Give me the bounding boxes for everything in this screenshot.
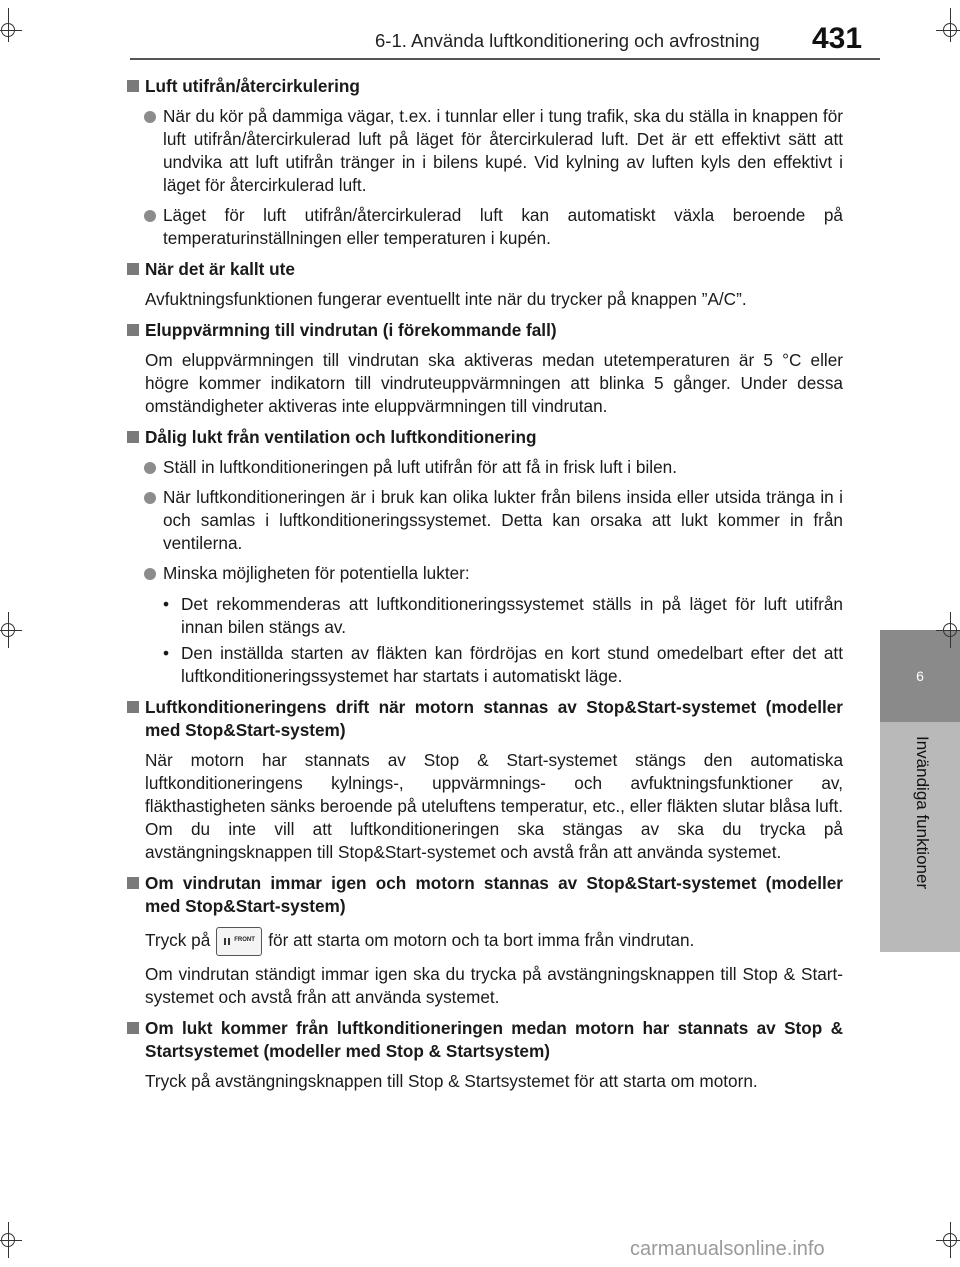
square-bullet-icon bbox=[127, 324, 139, 336]
dot-marker-icon: • bbox=[163, 643, 170, 663]
section-heading-text: När det är kallt ute bbox=[145, 259, 295, 279]
section-heading bbox=[125, 258, 843, 281]
section-paragraph: Om eluppvärmningen till vindrutan ska aktiveras medan utetemperaturen är 5 °C eller högre kommer indikatorn till vindruteuppvärmningen att blinka 5 gånger. Under dessa omständigheter aktiveras inte eluppvärmningen till vindrutan. bbox=[145, 350, 843, 416]
list-item bbox=[125, 105, 843, 197]
watermark: carmanualsonline.info bbox=[630, 1238, 825, 1260]
sub-list-item-text: Det rekommenderas att luftkonditioneringssystemet ställs in på läget för luft utifrån innan bilen stängs av. bbox=[181, 594, 843, 637]
section-heading bbox=[125, 872, 843, 918]
chapter-number: 6 bbox=[916, 668, 924, 684]
round-bullet-icon bbox=[144, 462, 156, 474]
list-item-text: Minska möjligheten för potentiella lukter: bbox=[163, 563, 470, 583]
round-bullet-icon bbox=[144, 568, 156, 580]
section-paragraph: När motorn har stannats av Stop & Start-systemet stängs den automatiska luftkonditioneringens kylnings-, uppvärmnings- och avfuktningsfunktioner av, fläkthastigheten sänks beroende på uteluftens temperatur, etc., eller fläkten slutar blåsa luft. Om du inte vill att luftkonditioneringen ska stängas av ska du trycka på avstängningsknappen till Stop&Start-systemet och avstå från att använda systemet. bbox=[145, 750, 843, 862]
section-heading bbox=[125, 1017, 843, 1063]
dot-marker-icon: • bbox=[163, 594, 170, 614]
header-divider bbox=[130, 58, 880, 60]
section-heading-text: Luft utifrån/återcirkulering bbox=[145, 76, 360, 96]
section-heading-text: Dålig lukt från ventilation och luftkonditionering bbox=[145, 427, 537, 447]
section-heading bbox=[125, 426, 843, 449]
section-heading-text: Om lukt kommer från luftkonditioneringen medan motorn har stannats av Stop & Startsystemet (modeller med Stop & Startsystem) bbox=[145, 1018, 843, 1061]
square-bullet-icon bbox=[127, 263, 139, 275]
section-paragraph: Avfuktningsfunktionen fungerar eventuellt inte när du trycker på knappen ”A/C”. bbox=[145, 289, 747, 309]
sub-list-item-text: Den inställda starten av fläkten kan fördröjas en kort stund omedelbart efter det att luftkonditioneringssystemet har startats i automatiskt läge. bbox=[181, 643, 843, 686]
square-bullet-icon bbox=[127, 701, 139, 713]
section-paragraph: Om vindrutan ständigt immar igen ska du trycka på avstängningsknappen till Stop & Start-systemet och avstå från att använda systemet. bbox=[145, 964, 843, 1007]
sub-list-item bbox=[125, 593, 843, 639]
square-bullet-icon bbox=[127, 877, 139, 889]
list-item bbox=[125, 204, 843, 250]
list-item-text: När luftkonditioneringen är i bruk kan olika lukter från bilens insida eller utsida tränga in i och samlas i luftkonditioneringssystemet. Detta kan orsaka att lukt kommer in från ventilerna. bbox=[163, 487, 843, 553]
paragraph-text: Tryck på bbox=[145, 930, 211, 951]
section-heading-text: Eluppvärmning till vindrutan (i förekommande fall) bbox=[145, 320, 557, 340]
paragraph-text: för att starta om motorn och ta bort imma från vindrutan. bbox=[268, 930, 695, 951]
square-bullet-icon bbox=[127, 80, 139, 92]
chapter-label: Invändiga funktioner bbox=[913, 736, 932, 890]
sub-list-item bbox=[125, 642, 843, 688]
section-paragraph: Tryck på avstängningsknappen till Stop & Startsystemet för att starta om motorn. bbox=[145, 1071, 758, 1091]
list-item bbox=[125, 456, 843, 479]
list-item-text: Läget för luft utifrån/återcirkulerad luft kan automatiskt växla beroende på temperaturinställningen eller temperaturen i kupén. bbox=[163, 205, 843, 248]
square-bullet-icon bbox=[127, 431, 139, 443]
round-bullet-icon bbox=[144, 492, 156, 504]
page-content bbox=[125, 75, 843, 1093]
round-bullet-icon bbox=[144, 210, 156, 222]
section-heading-text: Om vindrutan immar igen och motorn stannas av Stop&Start-systemet (modeller med Stop&Start-system) bbox=[145, 873, 843, 916]
page-header-title: 6-1. Använda luftkonditionering och avfrostning bbox=[375, 30, 760, 51]
page-number: 431 bbox=[812, 22, 863, 55]
section-heading-text: Luftkonditioneringens drift när motorn stannas av Stop&Start-systemet (modeller med Stop&Start-system) bbox=[145, 697, 843, 740]
defog-button-icon-label: FRONT bbox=[234, 937, 255, 943]
side-tab-blank bbox=[880, 0, 960, 630]
square-bullet-icon bbox=[127, 1022, 139, 1034]
round-bullet-icon bbox=[144, 111, 156, 123]
section-heading bbox=[125, 696, 843, 742]
section-heading bbox=[125, 75, 843, 98]
section-paragraph bbox=[125, 927, 843, 956]
list-item bbox=[125, 562, 843, 585]
defog-button-icon bbox=[216, 927, 262, 956]
section-heading bbox=[125, 319, 843, 342]
list-item bbox=[125, 486, 843, 555]
list-item-text: När du kör på dammiga vägar, t.ex. i tunnlar eller i tung trafik, ska du ställa in knappen för luft utifrån/återcirkulerad luft på läget för återcirkulerad luft. Det är ett effektivt sätt att undvika att luft utifrån tränger in i bilens kupé. Vid kylning av luften kyls den effektivt i läget för återcirkulerad luft. bbox=[163, 106, 843, 195]
list-item-text: Ställ in luftkonditioneringen på luft utifrån för att få in frisk luft i bilen. bbox=[163, 457, 677, 477]
